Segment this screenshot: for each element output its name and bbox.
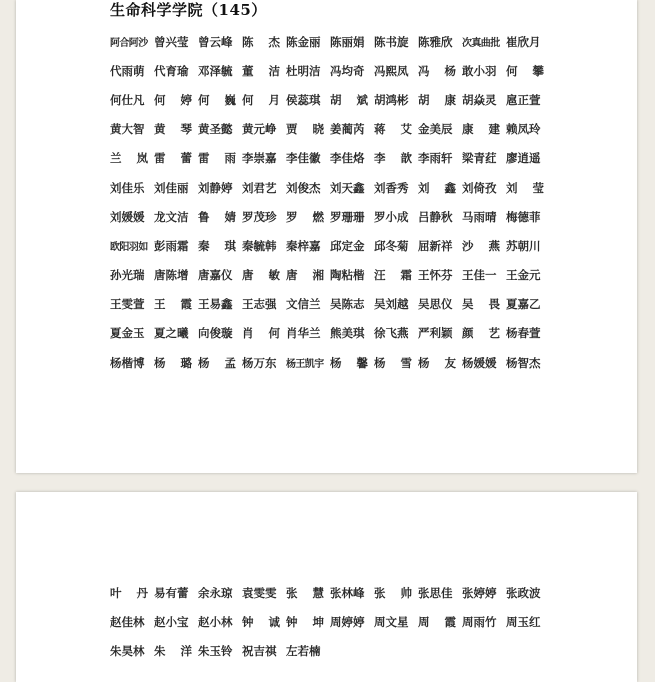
student-name: 文信兰 (286, 297, 321, 312)
student-name: 雷 雨 (198, 151, 236, 166)
student-name: 夏之曦 (154, 326, 189, 341)
student-name: 吕静秋 (418, 209, 453, 224)
student-name: 曾兴莹 (154, 34, 189, 49)
student-name: 唐 敏 (242, 268, 280, 283)
student-name: 杨媛媛 (462, 355, 497, 370)
student-name: 王怀芬 (418, 268, 453, 283)
student-name: 扈正萱 (506, 92, 541, 107)
student-name: 朱 洋 (154, 643, 192, 658)
student-name: 朱玉铃 (198, 643, 233, 658)
student-name: 赵小宝 (154, 614, 189, 629)
student-name: 胡 康 (418, 92, 456, 107)
student-name: 陈丽娟 (330, 34, 365, 49)
student-name: 杨 馨 (330, 355, 368, 370)
student-name: 周 霞 (418, 614, 456, 629)
student-name: 蒋 艾 (374, 122, 412, 137)
student-name: 熊美琪 (330, 326, 365, 341)
student-name: 夏嘉乙 (506, 297, 541, 312)
student-name: 鲁 婧 (198, 209, 236, 224)
student-name: 杨春萱 (506, 326, 541, 341)
student-name: 王佳一 (462, 268, 497, 283)
student-name: 李佳徽 (286, 151, 321, 166)
student-name: 张 帅 (374, 585, 412, 600)
student-name: 黄元峥 (242, 122, 277, 137)
student-name: 胡焱灵 (462, 92, 497, 107)
student-name: 李崇嘉 (242, 151, 277, 166)
student-name: 康 建 (462, 122, 500, 137)
student-name: 杨万东 (242, 355, 277, 370)
student-name: 龙文洁 (154, 209, 189, 224)
student-name: 唐陈增 (154, 268, 189, 283)
student-name: 罗茂珍 (242, 209, 277, 224)
student-name: 姜蔺芮 (330, 122, 365, 137)
student-name: 刘佳丽 (154, 180, 189, 195)
student-name: 黄大智 (110, 122, 145, 137)
student-name: 杨 孟 (198, 355, 236, 370)
student-name: 陈金丽 (286, 34, 321, 49)
student-name: 秦毓韩 (242, 238, 277, 253)
name-list-page-2 (110, 578, 550, 666)
student-name: 刘 莹 (506, 180, 544, 195)
student-name: 杨 雪 (374, 355, 412, 370)
student-name: 李佳烙 (330, 151, 365, 166)
student-name: 曾云峰 (198, 34, 233, 49)
student-name: 彭雨霜 (154, 238, 189, 253)
student-name: 王雯萱 (110, 297, 145, 312)
student-name: 董 洁 (242, 63, 280, 78)
student-name: 杨王凯宇 (286, 359, 324, 371)
student-name: 杨智杰 (506, 355, 541, 370)
student-name: 冯熙凤 (374, 63, 409, 78)
student-name: 陈 杰 (242, 34, 280, 49)
student-name: 夏金玉 (110, 326, 145, 341)
student-name: 杨 友 (418, 355, 456, 370)
student-name: 肖华兰 (286, 326, 321, 341)
student-name: 唐嘉仪 (198, 268, 233, 283)
student-name: 胡 斌 (330, 92, 368, 107)
student-name: 冯 杨 (418, 63, 456, 78)
student-name: 梅德菲 (506, 209, 541, 224)
student-name: 钟 坤 (286, 614, 324, 629)
student-name: 欧阳羽如 (110, 242, 148, 254)
student-name: 何仕凡 (110, 92, 145, 107)
student-name: 严利颖 (418, 326, 453, 341)
student-name: 刘 鑫 (418, 180, 456, 195)
student-name: 次真曲批 (462, 38, 500, 50)
student-name: 向俊璇 (198, 326, 233, 341)
student-name: 汪 霜 (374, 268, 412, 283)
student-name: 刘香秀 (374, 180, 409, 195)
student-name: 刘佳乐 (110, 180, 145, 195)
student-name: 刘天鑫 (330, 180, 365, 195)
student-name: 李 歆 (374, 151, 412, 166)
student-name: 罗珊珊 (330, 209, 365, 224)
student-name: 刘君艺 (242, 180, 277, 195)
student-name: 张林峰 (330, 585, 365, 600)
student-name: 兰 岚 (110, 151, 148, 166)
student-name: 金美辰 (418, 122, 453, 137)
student-name: 胡鸿彬 (374, 92, 409, 107)
student-name: 周雨竹 (462, 614, 497, 629)
student-name: 何 月 (242, 92, 280, 107)
student-name: 邱冬菊 (374, 238, 409, 253)
student-name: 何 攀 (506, 63, 544, 78)
name-list-page-1 (110, 27, 550, 377)
student-name: 刘静婷 (198, 180, 233, 195)
student-name: 吴陈志 (330, 297, 365, 312)
student-name: 罗小成 (374, 209, 409, 224)
student-name: 杜明洁 (286, 63, 321, 78)
student-name: 陶粘楷 (330, 268, 365, 283)
student-name: 颜 艺 (462, 326, 500, 341)
student-name: 祝吉祺 (242, 643, 277, 658)
student-name: 贾 晓 (286, 122, 324, 137)
student-name: 张婷婷 (462, 585, 497, 600)
student-name: 秦 琪 (198, 238, 236, 253)
student-name: 廖逍遥 (506, 151, 541, 166)
student-name: 杨 璐 (154, 355, 192, 370)
student-name: 代雨萌 (110, 63, 145, 78)
student-name: 张 慧 (286, 585, 324, 600)
student-name: 黄 琴 (154, 122, 192, 137)
student-name: 钟 诚 (242, 614, 280, 629)
student-name: 阿合阿沙 (110, 38, 148, 50)
student-name: 冯均奇 (330, 63, 365, 78)
student-name: 张政波 (506, 585, 541, 600)
student-name: 赵佳林 (110, 614, 145, 629)
student-name: 沙 燕 (462, 238, 500, 253)
student-name: 周文星 (374, 614, 409, 629)
student-name: 黄圣懿 (198, 122, 233, 137)
student-name: 周玉红 (506, 614, 541, 629)
student-name: 邱定金 (330, 238, 365, 253)
student-name: 张思佳 (418, 585, 453, 600)
student-name: 徐飞燕 (374, 326, 409, 341)
student-name: 刘倚孜 (462, 180, 497, 195)
student-name: 吴 畏 (462, 297, 500, 312)
student-name: 朱昊林 (110, 643, 145, 658)
student-name: 何 婷 (154, 92, 192, 107)
student-name: 唐 湘 (286, 268, 324, 283)
student-name: 敢小羽 (462, 63, 497, 78)
student-name: 何 巍 (198, 92, 236, 107)
student-name: 代育瑜 (154, 63, 189, 78)
student-name: 王金元 (506, 268, 541, 283)
student-name: 叶 丹 (110, 585, 148, 600)
document-page-2 (16, 492, 637, 682)
student-name: 罗 燃 (286, 209, 324, 224)
student-name: 雷 蕾 (154, 151, 192, 166)
student-name: 吴思仪 (418, 297, 453, 312)
student-name: 左若楠 (286, 643, 321, 658)
student-name: 侯蕊琪 (286, 92, 321, 107)
student-name: 李雨轩 (418, 151, 453, 166)
student-name: 赵小林 (198, 614, 233, 629)
student-name: 王志强 (242, 297, 277, 312)
student-name: 吴刘越 (374, 297, 409, 312)
student-name: 苏朝川 (506, 238, 541, 253)
student-name: 王 霞 (154, 297, 192, 312)
student-name: 刘俊杰 (286, 180, 321, 195)
student-name: 崔欣月 (506, 34, 541, 49)
student-name: 王易鑫 (198, 297, 233, 312)
student-name: 秦梓嘉 (286, 238, 321, 253)
student-name: 肖 何 (242, 326, 280, 341)
student-name: 梁青荭 (462, 151, 497, 166)
student-name: 刘媛媛 (110, 209, 145, 224)
student-name: 孙光瑞 (110, 268, 145, 283)
student-name: 杨楷博 (110, 355, 145, 370)
student-name: 陈书旋 (374, 34, 409, 49)
student-name: 赖凤玲 (506, 122, 541, 137)
student-name: 陈雅欣 (418, 34, 453, 49)
student-name: 马雨晴 (462, 209, 497, 224)
student-name: 邓泽毓 (198, 63, 233, 78)
student-name: 屈新祥 (418, 238, 453, 253)
student-name: 袁雯雯 (242, 585, 277, 600)
student-name: 易有蕾 (154, 585, 189, 600)
document-page-1 (16, 0, 637, 473)
student-name: 余永琼 (198, 585, 233, 600)
student-name: 周婷婷 (330, 614, 365, 629)
section-title: 生命科学学院（145） (110, 1, 267, 19)
